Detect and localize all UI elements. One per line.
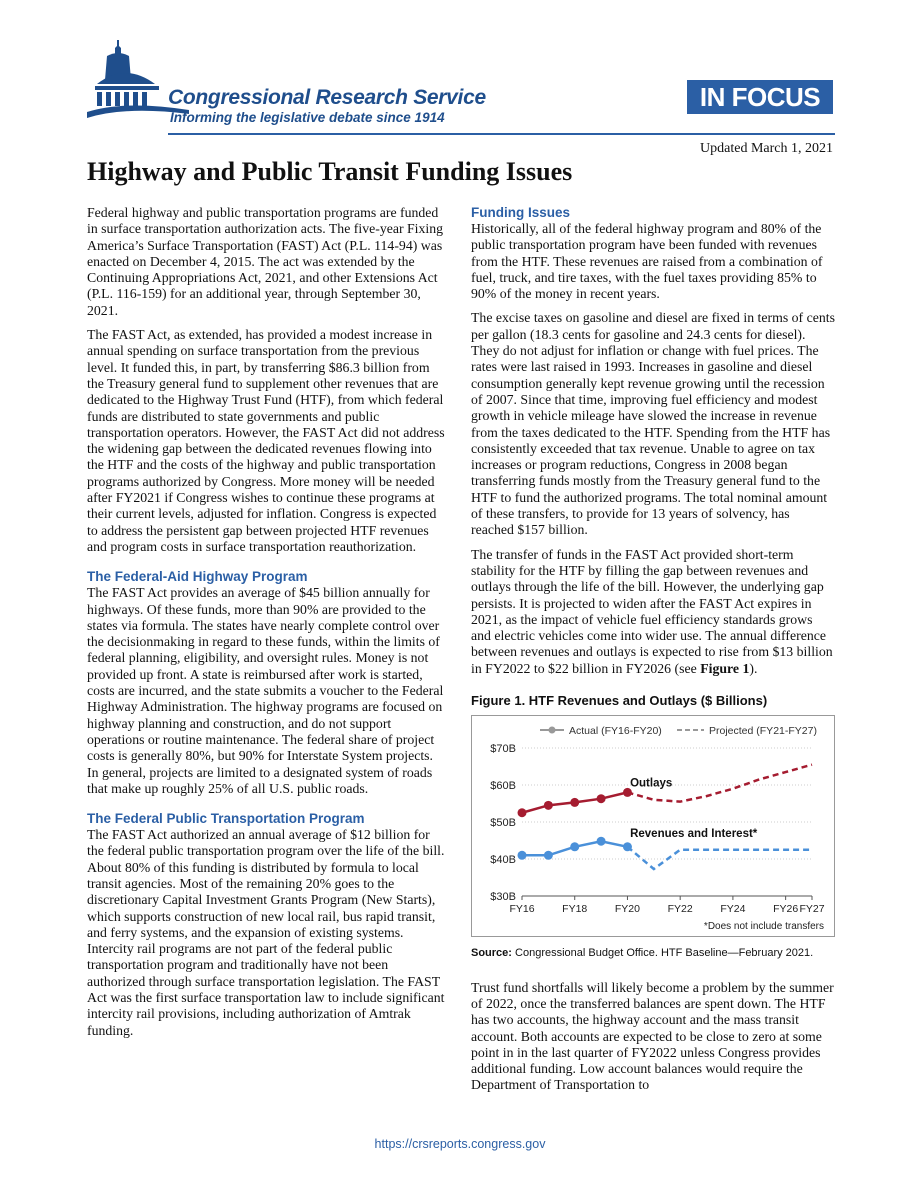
y-tick-label: $50B <box>490 817 516 830</box>
paragraph <box>471 547 835 677</box>
source-text: Congressional Budget Office. HTF Baseline—February 2021. <box>511 947 814 960</box>
data-point <box>597 837 606 846</box>
htf-chart <box>472 716 834 936</box>
paragraph: The excise taxes on gasoline and diesel are fixed in terms of cents per gallon (18.3 cents for gasoline and 24.3 cents for diesel). They do not adjust for inflation or change with fuel prices. The rates were last raised in 1993. Increases in gasoline and diesel consumption generally kept revenue growing until the recession of 2007. Since that time, improving fuel efficiency and modest growth in vehicle mileage have slowed the increase in revenue from the taxes dedicated to the HTF. Spending from the HTF has consistently exceeded that tax revenue. Unable to agree on tax increases or program reductions, Congress in 2008 began transferring funds mostly from the Treasury general fund to the HTF to fund the authorized programs. The total nominal amount of these transfers, to provide for 13 years of solvency, has reached $157 billion. <box>471 310 835 538</box>
org-name: Congressional Research Service <box>168 86 486 109</box>
paragraph: Trust fund shortfalls will likely become a problem by the summer of 2022, once the transferred balances are spent down. The HTF has two accounts, the highway account and the mass transit account. Both accounts are expected to be close to zero at some point in in the last quarter of FY2022 unless Congress provides additional funding. Low account balances would require the Department of Transportation to <box>471 979 834 1093</box>
section-heading-highway: The Federal-Aid Highway Program <box>87 569 308 585</box>
series-label-outlays: Outlays <box>630 777 673 790</box>
y-tick-label: $30B <box>490 891 516 904</box>
paragraph: The FAST Act, as extended, has provided a modest increase in annual spending on surface transportation from the previous level. It funded this, in part, by transferring $86.3 billion from the Treasury general fund to supplement other revenues that are dedicated to the Highway Trust Fund (HTF), from which federal funds are distributed to state governments and public transportation operators. However, the FAST Act did not address the widening gap between the dedicated revenues flowing into the HTF and the costs of the highway and public transportation programs authorized by Congress. More money will be needed after FY2021 if Congress wishes to continue these programs at their current levels, adjusted for inflation. Congress is expected to address the persistent gap between projected HTF revenues and program costs in surface transportation reauthorization. <box>87 327 445 554</box>
left-column <box>87 205 447 1047</box>
updated-date: Updated March 1, 2021 <box>700 141 833 156</box>
x-tick-label: FY20 <box>614 903 641 916</box>
y-tick-label: $70B <box>490 743 516 756</box>
data-point <box>518 809 527 818</box>
paragraph: The FAST Act authorized an annual average of $12 billion for the federal public transportation program over the life of the bill. About 80% of this funding is distributed by formula to local transit agencies. Most of the remaining 20% goes to the discretionary Capital Investment Grants Program (New Starts), which supports construction of new local rail, bus rapid transit, and ferry systems, and the expansion of existing systems. Intercity rail programs are not part of the federal public transportation program and traditionally have not been authorized through surface transportation legislation. The FAST Act was the first surface transportation law to include significant intercity rail provisions, including authorization of Amtrak funding. <box>87 827 445 1038</box>
page-title: Highway and Public Transit Funding Issues <box>87 157 573 186</box>
x-tick-label: FY22 <box>667 903 693 916</box>
x-tick-label: FY27 <box>799 903 825 916</box>
x-tick-label: FY18 <box>562 903 588 916</box>
y-tick-label: $60B <box>490 780 516 793</box>
figure-reference: Figure 1 <box>700 660 750 676</box>
footer-url-link[interactable]: https://crsreports.congress.gov <box>374 1137 546 1151</box>
paragraph: The FAST Act provides an average of $45 billion annually for highways. Of these funds, more than 90% are provided to the states via formula. The states have nearly complete control over the decisionmaking in regard to these funds, within the limits of federal planning, eligibility, and oversight rules. Money is not provided up front. A state is reimbursed after work is started, costs are incurred, and the state submits a voucher to the Federal Highway Administration. The highway programs are focused on highway planning and construction, and do not support operations or routine maintenance. The federal share of project costs is generally 80%, but 90% for Interstate System projects. In general, projects are limited to a designated system of roads that make up roughly 25% of all U.S. public roads. <box>87 585 444 796</box>
chart-annotation: *Does not include transfers <box>703 921 824 933</box>
data-point <box>570 798 579 807</box>
source-label: Source: <box>471 947 512 960</box>
in-focus-badge: IN FOCUS <box>687 80 833 114</box>
x-tick-label: FY26 <box>773 903 799 916</box>
series-label-revenues: Revenues and Interest* <box>630 828 758 841</box>
legend-actual-marker <box>549 727 556 734</box>
data-point <box>518 851 527 860</box>
x-tick-label: FY24 <box>720 903 746 916</box>
paragraph: Federal highway and public transportation programs are funded in surface transportation authorization acts. The five-year Fixing America’s Surface Transportation (FAST) Act (P.L. 114-94) was enacted on December 4, 2015. The act was extended by the Continuing Appropriations Act, 2021, and other Extensions Act (P.L. 116-159) for an additional year, through September 30, 2021. <box>87 205 444 318</box>
text-run: The transfer of funds in the FAST Act provided short-term stability for the HTF by filling the gap between revenues and outlays through the life of the bill. However, the underlying gap persists. It is projected to widen after the FAST Act expires in 2021, as the impact of vehicle fuel efficiency standards grows and electric vehicles come into wider use. The annual difference between revenues and outlays is expected to rise from $13 billion in FY2022 to $22 billion in FY2026 (see <box>471 546 833 676</box>
org-tagline: Informing the legislative debate since 1914 <box>170 110 445 125</box>
data-point <box>623 843 632 852</box>
data-point <box>570 843 579 852</box>
y-tick-label: $40B <box>490 854 516 867</box>
series-projected-line <box>627 847 812 869</box>
legend-projected-label: Projected (FY21-FY27) <box>709 725 817 738</box>
header-rule <box>168 133 835 135</box>
text-run: ). <box>749 660 758 676</box>
section-heading-transit: The Federal Public Transportation Program <box>87 811 365 827</box>
legend-actual-label: Actual (FY16-FY20) <box>569 725 662 738</box>
right-column <box>471 205 835 1102</box>
x-tick-label: FY16 <box>509 903 535 916</box>
chart-frame <box>471 715 835 937</box>
data-point <box>544 851 553 860</box>
data-point <box>544 801 553 810</box>
figure-source <box>471 945 835 961</box>
figure-title: Figure 1. HTF Revenues and Outlays ($ Billions) <box>471 693 768 709</box>
paragraph: Historically, all of the federal highway program and 80% of the public transportation program have been funded with revenues from the HTF. These revenues are raised from a combination of fuel, truck, and tire taxes, with the fuel taxes providing 85% to 90% of the money in recent years. <box>471 221 823 302</box>
section-heading-funding: Funding Issues <box>471 205 571 220</box>
data-point <box>597 795 606 804</box>
